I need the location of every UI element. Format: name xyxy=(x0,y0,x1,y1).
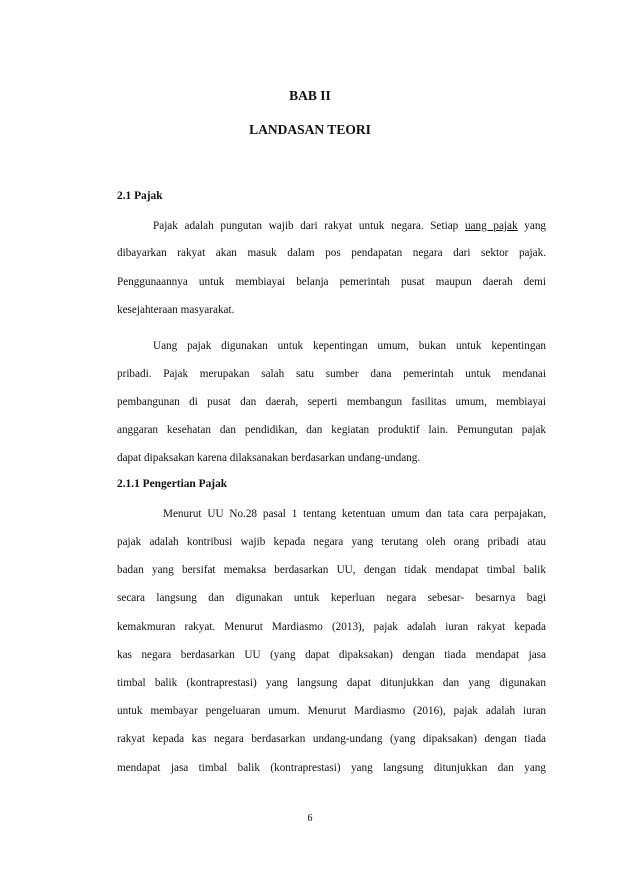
paragraph-line: timbal balik (kontraprestasi) yang langsung dapat ditunjukkan dan yang digunakan xyxy=(117,677,546,689)
subsection-heading: 2.1.1 Pengertian Pajak xyxy=(117,478,228,490)
paragraph-line: untuk membayar pengeluaran umum. Menurut Mardiasmo (2016), pajak adalah iuran xyxy=(117,705,546,717)
underlined-term: uang pajak xyxy=(464,220,518,232)
paragraph-line: rakyat kepada kas negara berdasarkan undang-undang (yang dipaksakan) dengan tiada xyxy=(117,733,546,745)
paragraph-line: pajak adalah kontribusi wajib kepada negara yang terutang oleh orang pribadi atau xyxy=(117,536,546,548)
paragraph-line: Uang pajak digunakan untuk kepentingan umum, bukan untuk kepentingan xyxy=(153,340,546,352)
chapter-label: BAB II xyxy=(289,88,331,103)
paragraph-line: anggaran kesehatan dan pendidikan, dan kegiatan produktif lain. Pemungutan pajak xyxy=(117,424,546,436)
page-number: 6 xyxy=(307,813,313,824)
paragraph-line: mendapat jasa timbal balik (kontraprestasi) yang langsung ditunjukkan dan yang xyxy=(117,762,546,774)
paragraph-line: dapat dipaksakan karena dilaksanakan berdasarkan undang-undang. xyxy=(117,452,421,464)
paragraph-line: secara langsung dan digunakan untuk keperluan negara sebesar- besarnya bagi xyxy=(117,592,546,604)
paragraph-line: kemakmuran rakyat. Menurut Mardiasmo (2013), pajak adalah iuran rakyat kepada xyxy=(117,621,546,633)
paragraph-line: kas negara berdasarkan UU (yang dapat dipaksakan) dengan tiada mendapat jasa xyxy=(117,649,546,661)
chapter-title: LANDASAN TEORI xyxy=(249,122,371,137)
paragraph-line: dibayarkan rakyat akan masuk dalam pos pendapatan negara dari sektor pajak. xyxy=(117,247,546,259)
paragraph-line: kesejahteraan masyarakat. xyxy=(117,304,235,316)
text-run: Pajak adalah pungutan wajib dari rakyat untuk negara. Setiap xyxy=(153,220,459,232)
paragraph-line: pembangunan di pusat dan daerah, seperti membangun fasilitas umum, membiayai xyxy=(117,396,546,408)
paragraph-line xyxy=(153,219,546,233)
paragraph-line: Penggunaannya untuk membiayai belanja pemerintah pusat maupun daerah demi xyxy=(117,276,546,288)
section-heading: 2.1 Pajak xyxy=(117,190,163,202)
paragraph-line: badan yang bersifat memaksa berdasarkan UU, dengan tidak mendapat timbal balik xyxy=(117,564,546,576)
paragraph-line: Menurut UU No.28 pasal 1 tentang ketentuan umum dan tata cara perpajakan, xyxy=(163,508,546,520)
text-run: yang xyxy=(524,220,547,232)
paragraph-line: pribadi. Pajak merupakan salah satu sumber dana pemerintah untuk mendanai xyxy=(117,368,546,380)
